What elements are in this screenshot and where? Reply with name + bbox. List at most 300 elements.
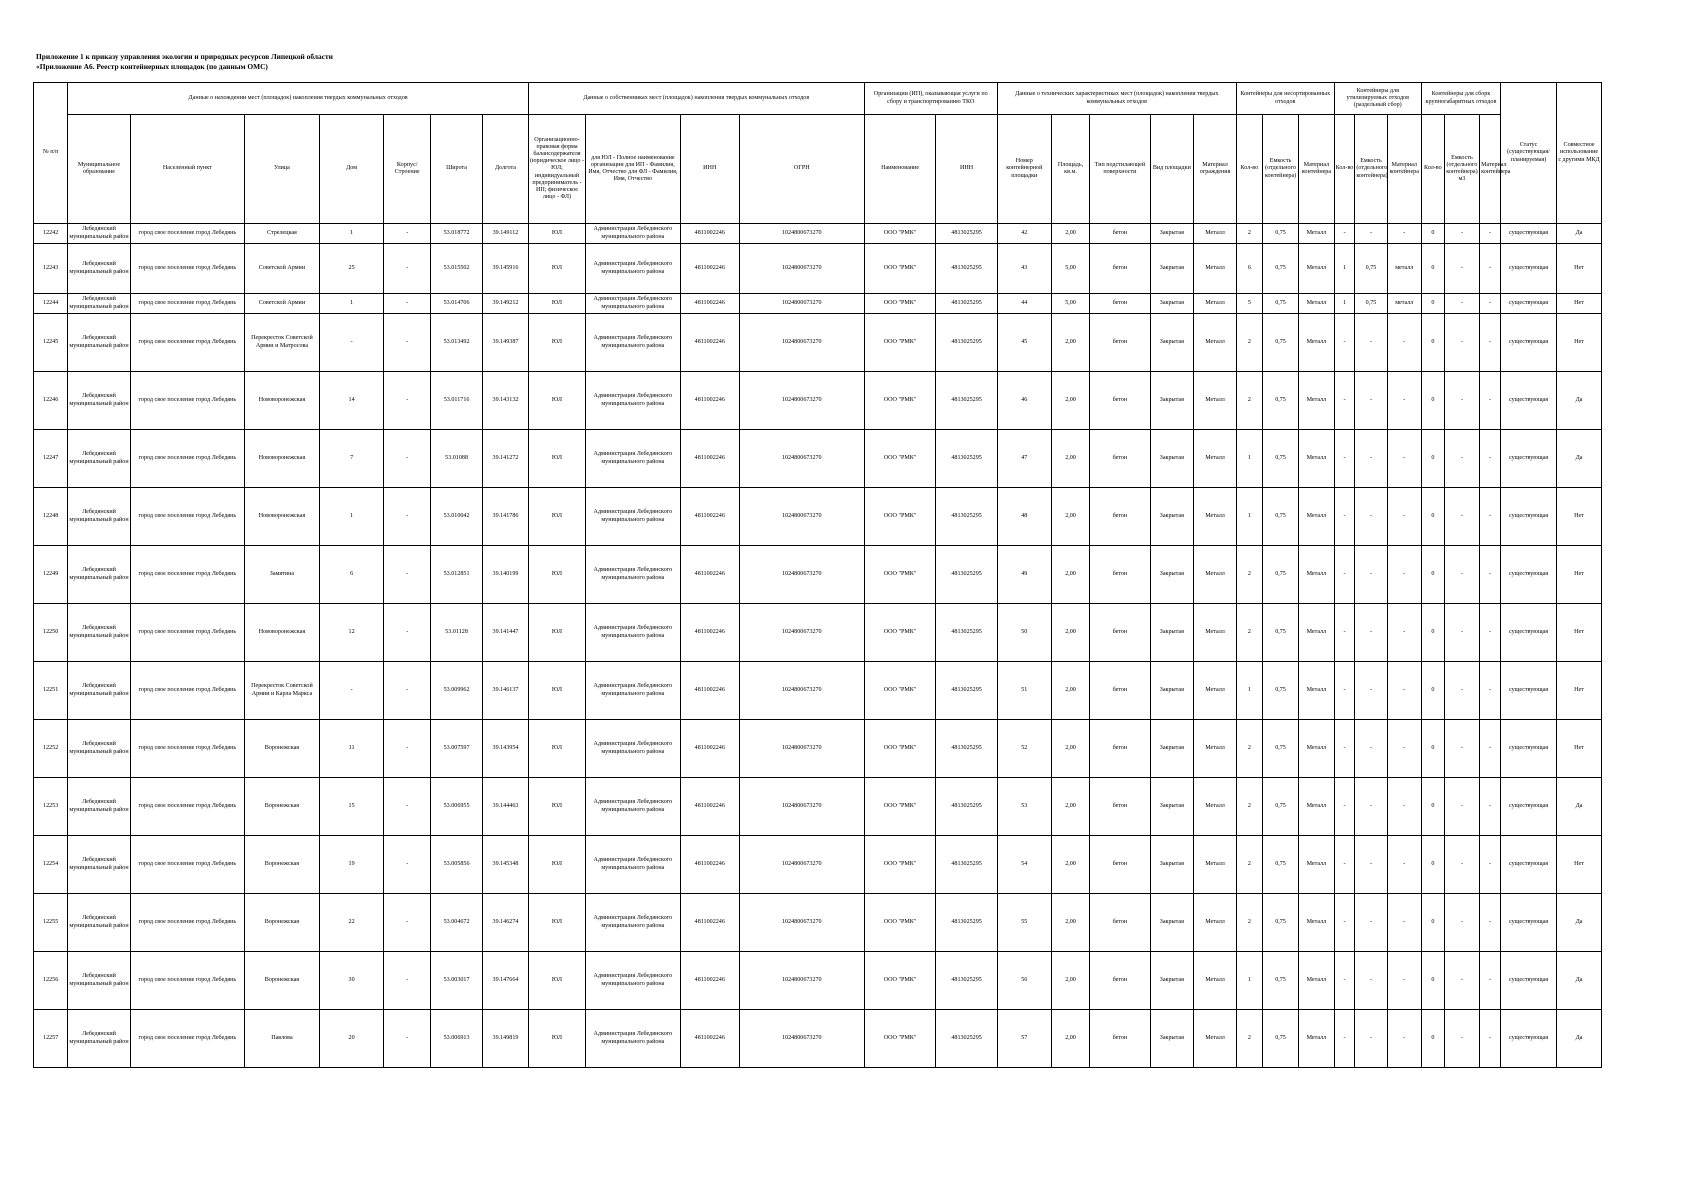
cell-recycled-material: металл <box>1387 244 1421 294</box>
cell-bulky-material: - <box>1480 720 1501 778</box>
col-street: Улица <box>245 115 320 224</box>
col-status: Статус (существующая/ планируемая) <box>1500 83 1556 224</box>
cell-building: - <box>384 488 431 546</box>
cell-area: 5,00 <box>1051 294 1089 314</box>
cell-site-no: 42 <box>997 224 1051 244</box>
cell-org-name: ООО "РМК" <box>864 294 936 314</box>
cell-surface: бетон <box>1090 662 1150 720</box>
cell-recycled-qty: - <box>1334 1010 1355 1068</box>
cell-bulky-capacity: - <box>1444 778 1479 836</box>
cell-sorted-capacity: 0,75 <box>1262 372 1298 430</box>
cell-lon: 39.146274 <box>483 894 529 952</box>
cell-recycled-material: - <box>1387 894 1421 952</box>
cell-site-type: Закрытая <box>1150 314 1194 372</box>
col-municipality: Муниципальное образование <box>68 115 130 224</box>
cell-org-inn: 4813025295 <box>936 894 997 952</box>
cell-org-inn: 4813025295 <box>936 604 997 662</box>
col-sorted-capacity: Емкость (отдельного контейнера) <box>1262 115 1298 224</box>
cell-inn: 4811002246 <box>680 294 739 314</box>
cell-surface: бетон <box>1090 894 1150 952</box>
cell-fence: Металл <box>1194 1010 1237 1068</box>
cell-municipality: Лебедянский муниципальный район <box>68 372 130 430</box>
col-org-name: Наименование <box>864 115 936 224</box>
cell-shared: Да <box>1557 430 1602 488</box>
cell-status: существующая <box>1500 488 1556 546</box>
cell-ogrn: 1024800673270 <box>739 604 864 662</box>
cell-building: - <box>384 778 431 836</box>
cell-site-type: Закрытая <box>1150 1010 1194 1068</box>
cell-owner-name: Администрация Лебедянского муниципального района <box>586 372 681 430</box>
cell-recycled-qty: - <box>1334 224 1355 244</box>
cell-site-no: 55 <box>997 894 1051 952</box>
col-site-type: Вид площадки <box>1150 115 1194 224</box>
cell-site-type: Закрытая <box>1150 244 1194 294</box>
cell-bulky-qty: 0 <box>1421 604 1444 662</box>
cell-org-inn: 4813025295 <box>936 1010 997 1068</box>
cell-lat: 53.014706 <box>431 294 483 314</box>
cell-site-no: 57 <box>997 1010 1051 1068</box>
cell-fence: Металл <box>1194 662 1237 720</box>
col-inn: ИНН <box>680 115 739 224</box>
cell-num: 12254 <box>34 836 68 894</box>
cell-recycled-qty: - <box>1334 952 1355 1010</box>
cell-settlement: город свое поселение город Лебедянь <box>130 224 244 244</box>
cell-owner-name: Администрация Лебедянского муниципального района <box>586 662 681 720</box>
cell-street: Воронежская <box>245 952 320 1010</box>
cell-lon: 39.145348 <box>483 836 529 894</box>
cell-bulky-capacity: - <box>1444 372 1479 430</box>
cell-legal-form: ЮЛ <box>528 894 585 952</box>
cell-num: 12246 <box>34 372 68 430</box>
cell-sorted-qty: 2 <box>1236 372 1262 430</box>
cell-house: 19 <box>319 836 383 894</box>
cell-lat: 53.004672 <box>431 894 483 952</box>
cell-sorted-qty: 2 <box>1236 894 1262 952</box>
cell-municipality: Лебедянский муниципальный район <box>68 952 130 1010</box>
cell-settlement: город свое поселение город Лебедянь <box>130 244 244 294</box>
cell-building: - <box>384 836 431 894</box>
col-bulky-qty: Кол-во <box>1421 115 1444 224</box>
cell-bulky-material: - <box>1480 1010 1501 1068</box>
cell-inn: 4811002246 <box>680 488 739 546</box>
cell-site-type: Закрытая <box>1150 778 1194 836</box>
cell-bulky-capacity: - <box>1444 314 1479 372</box>
cell-building: - <box>384 952 431 1010</box>
cell-site-type: Закрытая <box>1150 224 1194 244</box>
cell-surface: бетон <box>1090 952 1150 1010</box>
cell-house: 20 <box>319 1010 383 1068</box>
cell-num: 12243 <box>34 244 68 294</box>
cell-lat: 53.018772 <box>431 224 483 244</box>
table-row <box>34 836 1602 894</box>
cell-area: 2,00 <box>1051 314 1089 372</box>
cell-surface: бетон <box>1090 430 1150 488</box>
cell-status: существующая <box>1500 894 1556 952</box>
cell-shared: Нет <box>1557 314 1602 372</box>
cell-surface: бетон <box>1090 244 1150 294</box>
col-settlement: Населенный пункт <box>130 115 244 224</box>
cell-org-name: ООО "РМК" <box>864 488 936 546</box>
cell-site-type: Закрытая <box>1150 488 1194 546</box>
col-num: № п/п <box>34 83 68 224</box>
cell-sorted-capacity: 0,75 <box>1262 1010 1298 1068</box>
cell-lat: 53.01128 <box>431 604 483 662</box>
cell-owner-name: Администрация Лебедянского муниципального района <box>586 224 681 244</box>
cell-street: Воронежская <box>245 836 320 894</box>
col-bulky-capacity: Емкость (отдельного контейнера) м3 <box>1444 115 1479 224</box>
cell-status: существующая <box>1500 546 1556 604</box>
cell-bulky-capacity: - <box>1444 894 1479 952</box>
cell-area: 2,00 <box>1051 720 1089 778</box>
cell-lat: 53.015502 <box>431 244 483 294</box>
cell-municipality: Лебедянский муниципальный район <box>68 488 130 546</box>
cell-legal-form: ЮЛ <box>528 244 585 294</box>
cell-shared: Нет <box>1557 294 1602 314</box>
cell-sorted-qty: 2 <box>1236 720 1262 778</box>
cell-sorted-capacity: 0,75 <box>1262 952 1298 1010</box>
cell-bulky-material: - <box>1480 604 1501 662</box>
cell-fence: Металл <box>1194 314 1237 372</box>
cell-house: 1 <box>319 224 383 244</box>
cell-street: Нововоронежская <box>245 604 320 662</box>
table-row <box>34 720 1602 778</box>
cell-sorted-capacity: 0,75 <box>1262 244 1298 294</box>
cell-owner-name: Администрация Лебедянского муниципального района <box>586 244 681 294</box>
group-org: Организации (ИП), оказывающая услуги по сбору и транспортированию ТКО <box>864 83 997 115</box>
cell-house: 15 <box>319 778 383 836</box>
cell-bulky-qty: 0 <box>1421 778 1444 836</box>
col-bulky-material: Материал контейнера <box>1480 115 1501 224</box>
cell-recycled-material: - <box>1387 488 1421 546</box>
cell-site-no: 50 <box>997 604 1051 662</box>
col-sorted-material: Материал контейнера <box>1299 115 1334 224</box>
cell-ogrn: 1024800673270 <box>739 372 864 430</box>
cell-surface: бетон <box>1090 224 1150 244</box>
cell-sorted-qty: 6 <box>1236 244 1262 294</box>
cell-bulky-capacity: - <box>1444 952 1479 1010</box>
cell-street: Нововоронежская <box>245 488 320 546</box>
cell-lat: 53.005856 <box>431 836 483 894</box>
cell-street: Нововоронежская <box>245 430 320 488</box>
cell-bulky-qty: 0 <box>1421 546 1444 604</box>
cell-recycled-qty: - <box>1334 720 1355 778</box>
cell-fence: Металл <box>1194 720 1237 778</box>
cell-org-inn: 4813025295 <box>936 778 997 836</box>
cell-site-no: 56 <box>997 952 1051 1010</box>
cell-sorted-material: Металл <box>1299 224 1334 244</box>
cell-bulky-qty: 0 <box>1421 836 1444 894</box>
cell-recycled-qty: 1 <box>1334 294 1355 314</box>
col-area: Площадь, кв.м. <box>1051 115 1089 224</box>
cell-surface: бетон <box>1090 836 1150 894</box>
cell-recycled-qty: - <box>1334 488 1355 546</box>
cell-sorted-qty: 1 <box>1236 430 1262 488</box>
cell-settlement: город свое поселение город Лебедянь <box>130 836 244 894</box>
cell-lat: 53.010042 <box>431 488 483 546</box>
cell-area: 2,00 <box>1051 662 1089 720</box>
cell-street: Стрелецкая <box>245 224 320 244</box>
cell-surface: бетон <box>1090 720 1150 778</box>
cell-bulky-capacity: - <box>1444 294 1479 314</box>
table-row <box>34 1010 1602 1068</box>
cell-org-inn: 4813025295 <box>936 546 997 604</box>
cell-bulky-material: - <box>1480 546 1501 604</box>
cell-site-no: 45 <box>997 314 1051 372</box>
table-row <box>34 488 1602 546</box>
cell-bulky-capacity: - <box>1444 604 1479 662</box>
cell-municipality: Лебедянский муниципальный район <box>68 314 130 372</box>
cell-recycled-material: - <box>1387 720 1421 778</box>
cell-lon: 39.146137 <box>483 662 529 720</box>
cell-org-name: ООО "РМК" <box>864 662 936 720</box>
cell-lat: 53.011716 <box>431 372 483 430</box>
col-recycled-material: Материал контейнера <box>1387 115 1421 224</box>
cell-recycled-qty: - <box>1334 372 1355 430</box>
col-legal-form: Организационно-правовая форма балансодержателя (юридическое лицо - ЮЛ; индивидуальный предприниматель - ИП; физическое лицо - ФЛ) <box>528 115 585 224</box>
cell-inn: 4811002246 <box>680 372 739 430</box>
cell-area: 2,00 <box>1051 778 1089 836</box>
cell-fence: Металл <box>1194 372 1237 430</box>
cell-lon: 39.141447 <box>483 604 529 662</box>
cell-recycled-capacity: - <box>1355 662 1387 720</box>
cell-street: Советской Армии <box>245 294 320 314</box>
cell-site-no: 43 <box>997 244 1051 294</box>
table-body <box>34 224 1602 1068</box>
cell-ogrn: 1024800673270 <box>739 720 864 778</box>
cell-bulky-qty: 0 <box>1421 894 1444 952</box>
cell-legal-form: ЮЛ <box>528 430 585 488</box>
cell-status: существующая <box>1500 372 1556 430</box>
cell-settlement: город свое поселение город Лебедянь <box>130 488 244 546</box>
col-building: Корпус/Строение <box>384 115 431 224</box>
cell-site-type: Закрытая <box>1150 430 1194 488</box>
cell-site-no: 48 <box>997 488 1051 546</box>
cell-bulky-qty: 0 <box>1421 314 1444 372</box>
cell-sorted-material: Металл <box>1299 1010 1334 1068</box>
cell-org-name: ООО "РМК" <box>864 952 936 1010</box>
cell-site-type: Закрытая <box>1150 952 1194 1010</box>
cell-owner-name: Администрация Лебедянского муниципального района <box>586 836 681 894</box>
cell-legal-form: ЮЛ <box>528 604 585 662</box>
cell-sorted-capacity: 0,75 <box>1262 778 1298 836</box>
cell-recycled-capacity: - <box>1355 372 1387 430</box>
cell-area: 2,00 <box>1051 430 1089 488</box>
cell-street: Нововоронежская <box>245 372 320 430</box>
cell-inn: 4811002246 <box>680 244 739 294</box>
cell-surface: бетон <box>1090 294 1150 314</box>
cell-shared: Да <box>1557 224 1602 244</box>
cell-fence: Металл <box>1194 488 1237 546</box>
cell-legal-form: ЮЛ <box>528 372 585 430</box>
cell-num: 12247 <box>34 430 68 488</box>
cell-lon: 39.149112 <box>483 224 529 244</box>
cell-lat: 53.003017 <box>431 952 483 1010</box>
cell-org-name: ООО "РМК" <box>864 894 936 952</box>
cell-lat: 53.006955 <box>431 778 483 836</box>
cell-org-name: ООО "РМК" <box>864 546 936 604</box>
cell-site-type: Закрытая <box>1150 662 1194 720</box>
col-recycled-capacity: Емкость (отдельного контейнера) <box>1355 115 1387 224</box>
cell-settlement: город свое поселение город Лебедянь <box>130 314 244 372</box>
cell-org-name: ООО "РМК" <box>864 224 936 244</box>
cell-building: - <box>384 244 431 294</box>
cell-recycled-material: - <box>1387 372 1421 430</box>
cell-status: существующая <box>1500 244 1556 294</box>
cell-fence: Металл <box>1194 836 1237 894</box>
cell-bulky-material: - <box>1480 778 1501 836</box>
cell-settlement: город свое поселение город Лебедянь <box>130 430 244 488</box>
cell-municipality: Лебедянский муниципальный район <box>68 546 130 604</box>
cell-sorted-qty: 2 <box>1236 1010 1262 1068</box>
cell-area: 5,00 <box>1051 244 1089 294</box>
cell-site-type: Закрытая <box>1150 546 1194 604</box>
cell-recycled-material: металл <box>1387 294 1421 314</box>
cell-municipality: Лебедянский муниципальный район <box>68 430 130 488</box>
cell-area: 2,00 <box>1051 952 1089 1010</box>
table-row <box>34 546 1602 604</box>
cell-recycled-material: - <box>1387 604 1421 662</box>
cell-house: - <box>319 662 383 720</box>
cell-recycled-material: - <box>1387 836 1421 894</box>
cell-recycled-qty: - <box>1334 314 1355 372</box>
cell-building: - <box>384 372 431 430</box>
cell-site-no: 52 <box>997 720 1051 778</box>
cell-house: 14 <box>319 372 383 430</box>
cell-house: 12 <box>319 604 383 662</box>
group-location: Данные о нахождении мест (площадок) накопления твердых коммунальных отходов <box>68 83 529 115</box>
cell-surface: бетон <box>1090 546 1150 604</box>
cell-shared: Нет <box>1557 546 1602 604</box>
cell-bulky-qty: 0 <box>1421 488 1444 546</box>
cell-fence: Металл <box>1194 894 1237 952</box>
cell-legal-form: ЮЛ <box>528 488 585 546</box>
cell-legal-form: ЮЛ <box>528 778 585 836</box>
cell-recycled-qty: - <box>1334 546 1355 604</box>
cell-municipality: Лебедянский муниципальный район <box>68 662 130 720</box>
cell-owner-name: Администрация Лебедянского муниципального района <box>586 294 681 314</box>
cell-sorted-qty: 2 <box>1236 778 1262 836</box>
cell-sorted-qty: 2 <box>1236 546 1262 604</box>
cell-lat: 53.007597 <box>431 720 483 778</box>
cell-bulky-capacity: - <box>1444 546 1479 604</box>
cell-bulky-material: - <box>1480 952 1501 1010</box>
cell-ogrn: 1024800673270 <box>739 224 864 244</box>
cell-municipality: Лебедянский муниципальный район <box>68 836 130 894</box>
cell-bulky-qty: 0 <box>1421 430 1444 488</box>
cell-sorted-capacity: 0,75 <box>1262 604 1298 662</box>
cell-bulky-qty: 0 <box>1421 294 1444 314</box>
cell-recycled-material: - <box>1387 314 1421 372</box>
cell-recycled-material: - <box>1387 778 1421 836</box>
cell-site-no: 47 <box>997 430 1051 488</box>
cell-shared: Да <box>1557 1010 1602 1068</box>
cell-num: 12255 <box>34 894 68 952</box>
cell-ogrn: 1024800673270 <box>739 294 864 314</box>
cell-legal-form: ЮЛ <box>528 662 585 720</box>
cell-recycled-capacity: - <box>1355 720 1387 778</box>
cell-org-inn: 4813025295 <box>936 430 997 488</box>
cell-recycled-capacity: 0,75 <box>1355 244 1387 294</box>
cell-building: - <box>384 720 431 778</box>
cell-org-inn: 4813025295 <box>936 662 997 720</box>
cell-ogrn: 1024800673270 <box>739 894 864 952</box>
cell-bulky-capacity: - <box>1444 488 1479 546</box>
cell-building: - <box>384 314 431 372</box>
table-row <box>34 952 1602 1010</box>
cell-bulky-material: - <box>1480 894 1501 952</box>
col-house: Дом <box>319 115 383 224</box>
cell-settlement: город свое поселение город Лебедянь <box>130 604 244 662</box>
cell-shared: Да <box>1557 894 1602 952</box>
cell-house: 1 <box>319 488 383 546</box>
cell-bulky-qty: 0 <box>1421 952 1444 1010</box>
cell-fence: Металл <box>1194 294 1237 314</box>
cell-num: 12244 <box>34 294 68 314</box>
cell-status: существующая <box>1500 720 1556 778</box>
cell-sorted-material: Металл <box>1299 836 1334 894</box>
cell-area: 2,00 <box>1051 1010 1089 1068</box>
cell-fence: Металл <box>1194 604 1237 662</box>
cell-org-name: ООО "РМК" <box>864 778 936 836</box>
cell-inn: 4811002246 <box>680 1010 739 1068</box>
col-site-no: Номер контейнерной площадки <box>997 115 1051 224</box>
cell-recycled-qty: - <box>1334 836 1355 894</box>
cell-lon: 39.143954 <box>483 720 529 778</box>
cell-sorted-material: Металл <box>1299 952 1334 1010</box>
cell-num: 12248 <box>34 488 68 546</box>
cell-num: 12256 <box>34 952 68 1010</box>
cell-legal-form: ЮЛ <box>528 952 585 1010</box>
table-row <box>34 314 1602 372</box>
title-line-2: «Приложение А6. Реестр контейнерных площадок (по данным ОМС) <box>36 62 268 71</box>
cell-site-no: 51 <box>997 662 1051 720</box>
cell-owner-name: Администрация Лебедянского муниципального района <box>586 952 681 1010</box>
cell-org-inn: 4813025295 <box>936 294 997 314</box>
cell-site-no: 53 <box>997 778 1051 836</box>
cell-ogrn: 1024800673270 <box>739 488 864 546</box>
cell-legal-form: ЮЛ <box>528 836 585 894</box>
cell-municipality: Лебедянский муниципальный район <box>68 604 130 662</box>
cell-sorted-capacity: 0,75 <box>1262 546 1298 604</box>
cell-recycled-material: - <box>1387 952 1421 1010</box>
cell-org-name: ООО "РМК" <box>864 604 936 662</box>
cell-owner-name: Администрация Лебедянского муниципального района <box>586 546 681 604</box>
cell-recycled-material: - <box>1387 430 1421 488</box>
cell-shared: Да <box>1557 778 1602 836</box>
cell-sorted-material: Металл <box>1299 372 1334 430</box>
col-shared: Совместное использование с другими МКД <box>1557 83 1602 224</box>
cell-ogrn: 1024800673270 <box>739 430 864 488</box>
cell-ogrn: 1024800673270 <box>739 778 864 836</box>
cell-municipality: Лебедянский муниципальный район <box>68 294 130 314</box>
cell-house: 1 <box>319 294 383 314</box>
cell-num: 12250 <box>34 604 68 662</box>
col-lon: Долгота <box>483 115 529 224</box>
cell-recycled-qty: - <box>1334 604 1355 662</box>
cell-building: - <box>384 604 431 662</box>
cell-org-inn: 4813025295 <box>936 836 997 894</box>
table-row <box>34 372 1602 430</box>
table-row <box>34 778 1602 836</box>
cell-org-inn: 4813025295 <box>936 952 997 1010</box>
cell-sorted-qty: 2 <box>1236 314 1262 372</box>
cell-house: 7 <box>319 430 383 488</box>
cell-owner-name: Администрация Лебедянского муниципального района <box>586 314 681 372</box>
cell-settlement: город свое поселение город Лебедянь <box>130 546 244 604</box>
cell-site-type: Закрытая <box>1150 836 1194 894</box>
cell-house: 11 <box>319 720 383 778</box>
cell-bulky-capacity: - <box>1444 720 1479 778</box>
